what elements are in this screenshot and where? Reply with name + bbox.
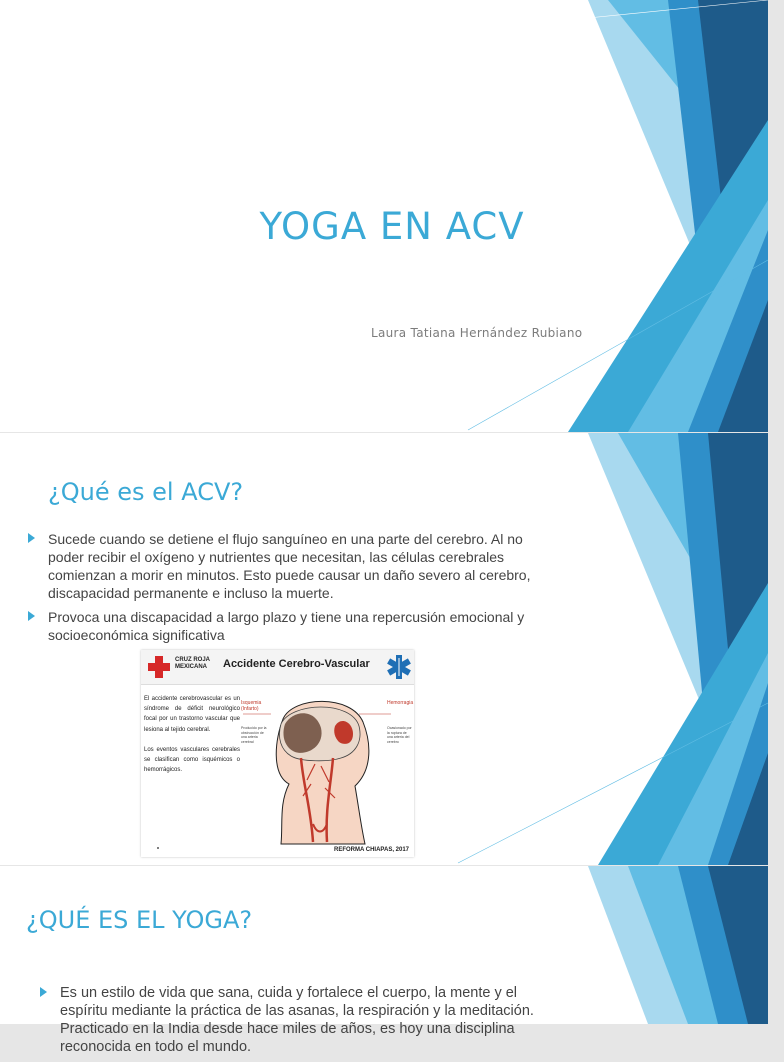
bullet-text: Sucede cuando se detiene el flujo sanguíneo en una parte del cerebro. Al no poder recibir el oxígeno y nutrientes que necesitan, las células cerebrales comienzan a morir en minutos. Esto puede causar un daño severo al cerebro, discapacidad permanente e incluso la muerte. <box>48 531 531 601</box>
head-anatomy-illustration <box>241 684 414 844</box>
description-paragraph: El accidente cerebrovascular es un síndrome de déficit neurológico focal por un trastorno vascular que lesiona al tejido cerebral. <box>144 696 240 733</box>
infographic-title: Accidente Cerebro-Vascular <box>223 658 370 670</box>
organization-name: CRUZ ROJA MEXICANA <box>175 657 211 670</box>
acv-slide <box>0 433 768 865</box>
ischemia-note: Producido por la obstrucción de una arteria cerebral <box>241 726 267 744</box>
list-item <box>40 984 560 1056</box>
decorative-blue-triangles <box>588 866 768 1024</box>
source-credit: REFORMA CHIAPAS, 2017 <box>333 847 409 853</box>
description-paragraph: Los eventos vasculares cerebrales se clasifican como isquémicos o hemorrágicos. <box>144 746 240 774</box>
acv-infographic <box>141 650 414 857</box>
infographic-header <box>141 650 414 685</box>
star-of-life-icon <box>387 654 411 680</box>
bullet-text: Es un estilo de vida que sana, cuida y fortalece el cuerpo, la mente y el espíritu mediante la práctica de las asanas, la respiración y la meditación. Practicado en la India desde hace miles de años, es hoy una disciplina reconocida en todo el mundo. <box>60 985 534 1055</box>
bullet-list <box>28 530 540 650</box>
red-cross-logo <box>147 655 171 679</box>
slide-heading: ¿Qué es el ACV? <box>48 478 244 506</box>
slide-heading: ¿QUÉ ES EL YOGA? <box>26 906 253 934</box>
infographic-description <box>144 694 240 785</box>
bullet-arrow-icon <box>28 611 35 621</box>
bullet-arrow-icon <box>28 533 35 543</box>
list-item <box>28 530 540 602</box>
ischemia-label: Isquemia (Infarto) <box>241 700 262 712</box>
author-name: Laura Tatiana Hernández Rubiano <box>371 326 583 340</box>
bullet-list <box>40 984 560 1062</box>
bullet-dot <box>157 847 159 849</box>
hemorrhage-note: Ocasionado por la ruptura de una arteria del cerebro <box>387 726 412 744</box>
presentation-title: YOGA EN ACV <box>259 205 525 248</box>
title-slide <box>0 0 768 432</box>
bullet-text: Provoca una discapacidad a largo plazo y tiene una repercusión emocional y socioeconómica significativa <box>48 609 525 643</box>
hemorrhage-label: Hemorragia <box>387 700 414 706</box>
yoga-slide <box>0 866 768 1055</box>
bullet-arrow-icon <box>40 987 47 997</box>
decorative-blue-triangles <box>588 433 768 865</box>
list-item <box>28 608 540 644</box>
